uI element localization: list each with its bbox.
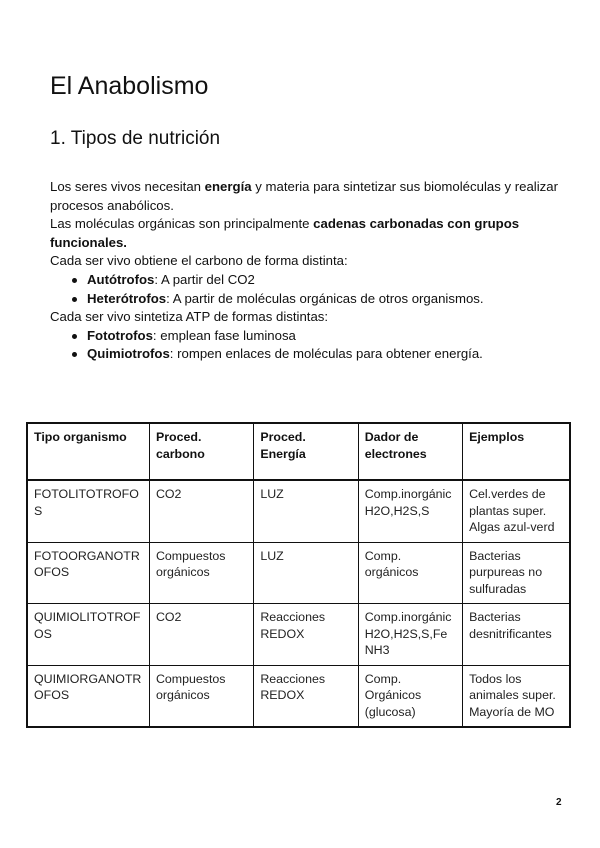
table-cell: Cel.verdes de plantas super. Algas azul-verd (463, 480, 570, 542)
table-cell: CO2 (149, 480, 253, 542)
list-item (87, 271, 560, 290)
bold-term: Autótrofos (87, 271, 155, 287)
table-cell: Reacciones REDOX (254, 604, 358, 666)
table-cell: Reacciones REDOX (254, 665, 358, 727)
intro-text (50, 178, 560, 364)
bold-term: cadenas carbonadas con grupos funcionales. (50, 216, 520, 250)
table-cell: LUZ (254, 480, 358, 542)
text-span: y materia para sintetizar sus biomoléculas y realizar procesos anabólicos. (50, 179, 558, 213)
page-title: El Anabolismo (50, 72, 209, 100)
text-span: : emplean fase luminosa (152, 327, 296, 343)
column-header: Dador de electrones (358, 423, 462, 480)
table-cell: FOTOLITOTROFOS (27, 480, 149, 542)
paragraph-energy (50, 178, 560, 215)
table-cell: Todos los animales super. Mayoría de MO (463, 665, 570, 727)
column-header: Proced. carbono (149, 423, 253, 480)
paragraph-molecules (50, 215, 560, 252)
table-cell: Bacterias desnitrificantes (463, 604, 570, 666)
table-cell: Compuestos orgánicos (149, 542, 253, 604)
text-span: : rompen enlaces de moléculas para obtener energía. (169, 346, 483, 362)
page-number: 2 (556, 797, 562, 808)
table-cell: QUIMIORGANOTROFOS (27, 665, 149, 727)
table-cell: LUZ (254, 542, 358, 604)
table-cell: CO2 (149, 604, 253, 666)
text-span: : A partir del CO2 (154, 271, 255, 287)
table-cell: Comp.inorgánic H2O,H2S,S (358, 480, 462, 542)
table-row (27, 542, 570, 604)
column-header: Tipo organismo (27, 423, 149, 480)
table-cell: Compuestos orgánicos (149, 665, 253, 727)
table-cell: Comp. orgánicos (358, 542, 462, 604)
table-row (27, 665, 570, 727)
text-span: Las moléculas orgánicas son principalmente (50, 216, 314, 232)
list-item (87, 327, 560, 346)
table-row (27, 604, 570, 666)
table-cell: Bacterias purpureas no sulfuradas (463, 542, 570, 604)
energy-list (50, 327, 560, 364)
list-item (87, 290, 560, 309)
carbon-list (50, 271, 560, 308)
table-cell: FOTOORGANOTROFOS (27, 542, 149, 604)
column-header: Proced. Energía (254, 423, 358, 480)
table-cell: Comp.inorgánic H2O,H2S,S,Fe NH3 (358, 604, 462, 666)
text-span: Los seres vivos necesitan (50, 179, 205, 194)
paragraph-carbon: Cada ser vivo obtiene el carbono de forma distinta: (50, 253, 348, 269)
bold-term: Fototrofos (87, 327, 153, 343)
table-header-row (27, 423, 570, 480)
table-row (27, 480, 570, 542)
paragraph-atp: Cada ser vivo sintetiza ATP de formas distintas: (50, 309, 329, 325)
table-cell: Comp. Orgánicos (glucosa) (358, 665, 462, 727)
bold-term: Quimiotrofos (87, 346, 170, 362)
bold-term: Heterótrofos (87, 290, 167, 306)
list-item (87, 345, 560, 364)
text-span: : A partir de moléculas orgánicas de otros organismos. (166, 290, 484, 306)
table-cell: QUIMIOLITOTROFOS (27, 604, 149, 666)
column-header: Ejemplos (463, 423, 570, 480)
bold-term: energía (204, 179, 252, 194)
nutrition-table (26, 422, 571, 728)
section-heading: 1. Tipos de nutrición (50, 128, 221, 149)
